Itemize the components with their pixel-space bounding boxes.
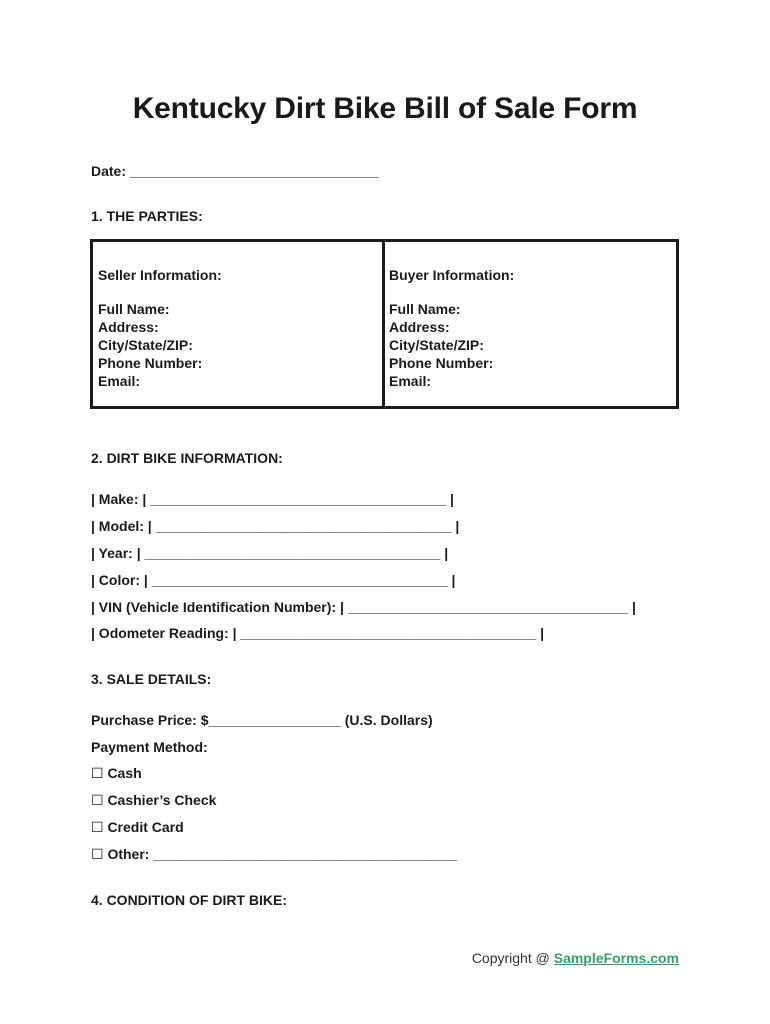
copyright-text: Copyright @: [471, 950, 554, 966]
seller-info: [98, 266, 222, 390]
section-sale-details-heading: 3. SALE DETAILS:: [91, 671, 212, 687]
payment-option-cashiers-check: ☐ Cashier’s Check: [91, 792, 217, 808]
buyer-phone-label: Phone Number:: [389, 355, 494, 371]
odometer-field: | Odometer Reading: | ______________________________________ |: [91, 625, 545, 641]
model-field: | Model: | ______________________________________ |: [91, 518, 460, 534]
payment-option-cash: ☐ Cash: [91, 765, 142, 781]
date-field: Date: ________________________________: [91, 163, 380, 179]
purchase-price-field: Purchase Price: $_________________ (U.S. Dollars): [91, 712, 433, 728]
seller-heading: Seller Information:: [98, 267, 222, 283]
buyer-full-name-label: Full Name:: [389, 301, 461, 317]
seller-full-name-label: Full Name:: [98, 301, 170, 317]
copyright-notice: [472, 950, 679, 966]
payment-method-label: Payment Method:: [91, 739, 208, 755]
section-condition-heading: 4. CONDITION OF DIRT BIKE:: [91, 892, 287, 908]
color-field: | Color: | ______________________________________ |: [91, 572, 456, 588]
buyer-info: [389, 266, 514, 390]
payment-option-credit-card: ☐ Credit Card: [91, 819, 184, 835]
buyer-heading: Buyer Information:: [389, 267, 515, 283]
buyer-address-label: Address:: [389, 319, 450, 335]
seller-address-label: Address:: [98, 319, 159, 335]
section-bike-info-heading: 2. DIRT BIKE INFORMATION:: [91, 450, 283, 466]
parties-table: [90, 239, 679, 409]
seller-city-state-zip-label: City/State/ZIP:: [98, 337, 193, 353]
seller-phone-label: Phone Number:: [98, 355, 203, 371]
sampleforms-link[interactable]: SampleForms.com: [553, 950, 679, 966]
buyer-email-label: Email:: [389, 373, 432, 389]
make-field: | Make: | ______________________________________ |: [91, 491, 454, 507]
buyer-city-state-zip-label: City/State/ZIP:: [389, 337, 484, 353]
year-field: | Year: | ______________________________________ |: [91, 545, 449, 561]
parties-divider: [382, 242, 385, 406]
section-parties-heading: 1. THE PARTIES:: [91, 208, 203, 224]
seller-email-label: Email:: [98, 373, 141, 389]
vin-field: | VIN (Vehicle Identification Number): | ____________________________________ |: [91, 599, 636, 615]
payment-option-other: ☐ Other: _______________________________________: [91, 846, 457, 862]
page-title: Kentucky Dirt Bike Bill of Sale Form: [132, 92, 638, 125]
